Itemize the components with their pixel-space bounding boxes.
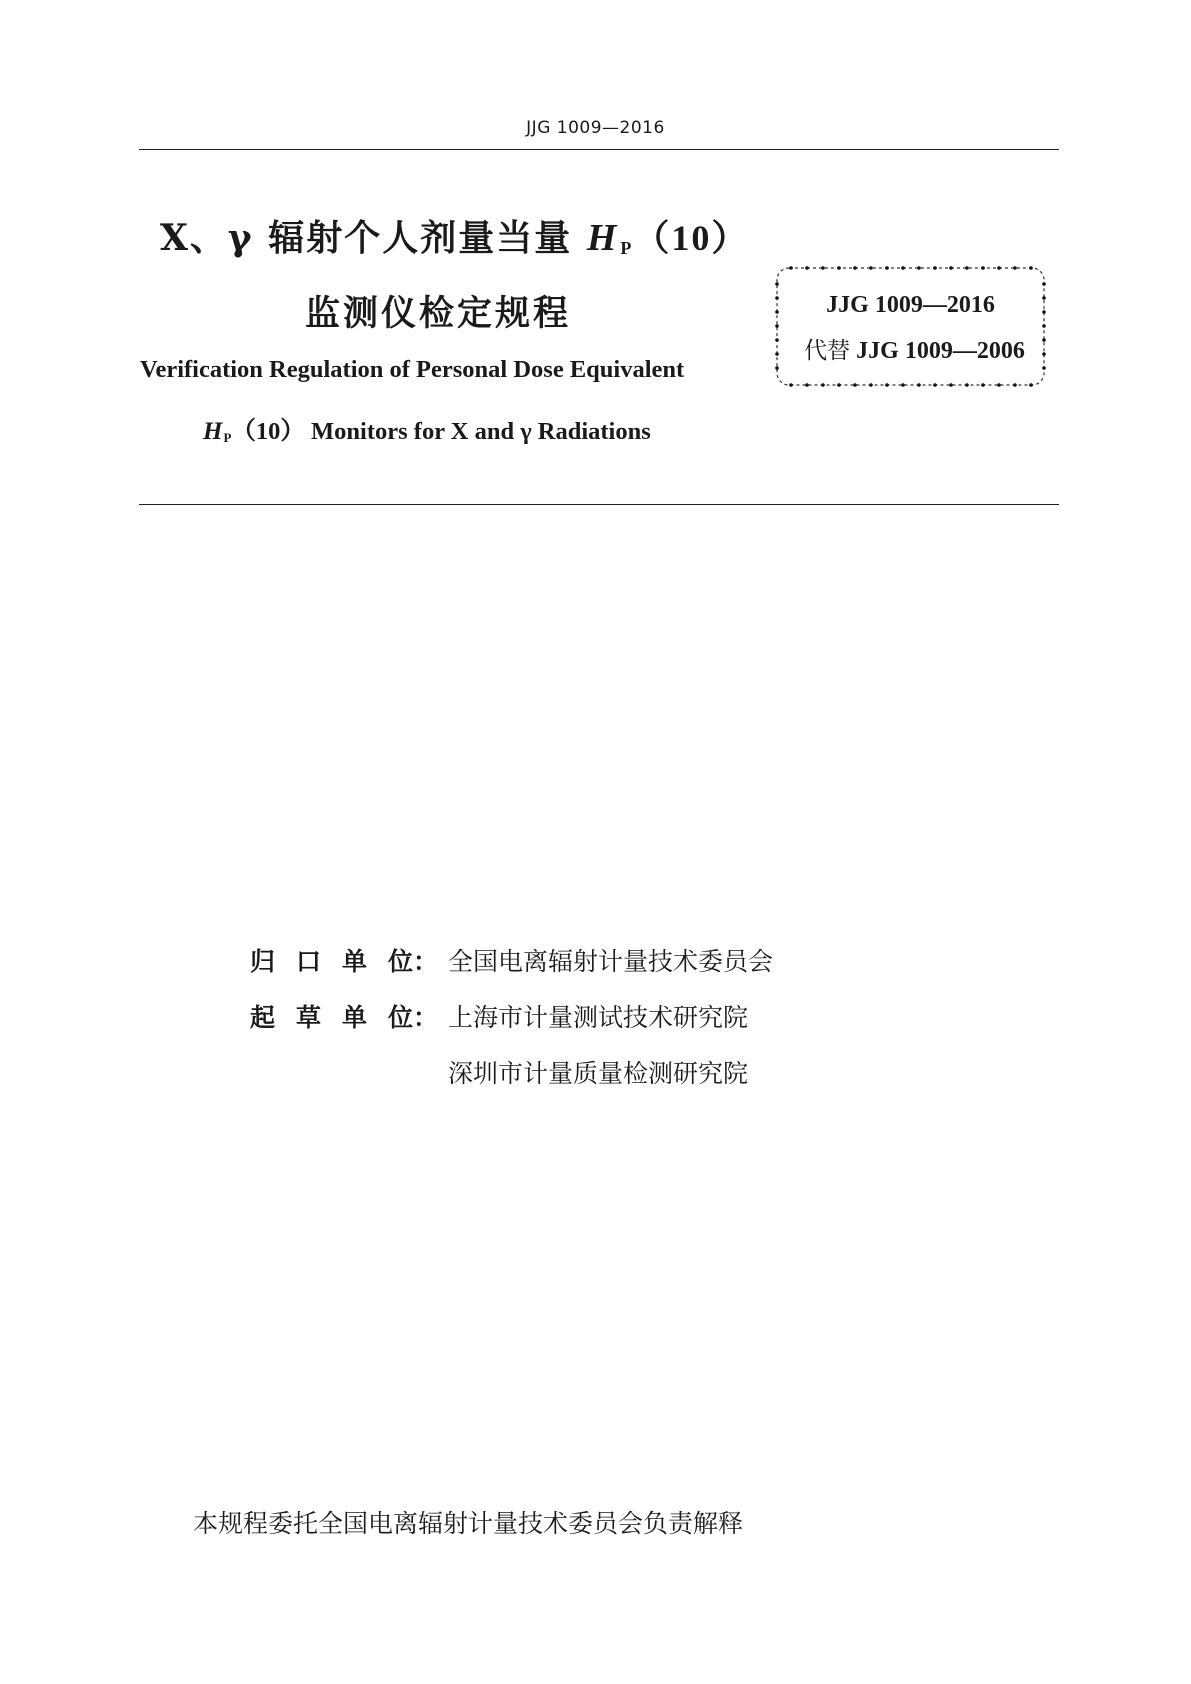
chinese-title-line-1: [160, 210, 749, 261]
border-dot: [1042, 324, 1046, 328]
border-dot: [1042, 366, 1046, 370]
responsible-unit-value: 全国电离辐射计量技术委员会: [448, 947, 774, 976]
border-dot: [775, 282, 779, 286]
english-title-subscript: P: [223, 430, 232, 445]
decorative-border-frame: [773, 264, 1048, 389]
border-dot: [1042, 282, 1046, 286]
label-char: 位：: [388, 1003, 439, 1032]
border-dot: [853, 383, 857, 387]
title-symbol: H: [586, 217, 619, 259]
title-subscript: P: [620, 238, 634, 258]
border-dot: [869, 266, 873, 270]
border-dot: [981, 266, 985, 270]
label-char: 口: [296, 947, 322, 976]
standard-code-box: [773, 264, 1048, 389]
border-dot: [805, 383, 809, 387]
english-title-symbol: H: [203, 418, 223, 445]
border-dot: [837, 383, 841, 387]
replaced-standard-code: JJG 1009—2006: [856, 338, 1025, 364]
top-divider: [139, 149, 1059, 150]
border-dot: [853, 266, 857, 270]
border-dot: [837, 266, 841, 270]
label-char: 起: [250, 1003, 276, 1032]
drafting-unit-row: [250, 998, 748, 1034]
border-dot: [1029, 266, 1033, 270]
responsible-unit-label: [250, 942, 448, 978]
border-dot: [821, 383, 825, 387]
border-dot: [1029, 383, 1033, 387]
border-dot: [885, 266, 889, 270]
border-dot: [789, 266, 793, 270]
border-dot: [933, 266, 937, 270]
border-dot: [775, 366, 779, 370]
label-char: 单: [342, 1003, 368, 1032]
border-dot: [821, 266, 825, 270]
drafting-unit-label: [250, 998, 448, 1034]
english-title-line-1: Verification Regulation of Personal Dose Equivalent: [140, 356, 685, 383]
title-main-text: 辐射个人剂量当量: [268, 218, 573, 259]
replace-label: 代替: [804, 338, 851, 364]
border-dot: [917, 266, 921, 270]
label-char: 归: [250, 947, 276, 976]
border-dot: [933, 383, 937, 387]
border-dot: [789, 383, 793, 387]
chinese-title-line-2: 监测仪检定规程: [305, 294, 572, 334]
border-dot: [949, 266, 953, 270]
border-dot: [901, 383, 905, 387]
border-dot: [917, 383, 921, 387]
border-dot: [775, 324, 779, 328]
current-standard-code: JJG 1009—2016: [826, 292, 995, 318]
border-dot: [997, 383, 1001, 387]
border-dot: [1013, 383, 1017, 387]
border-dot: [981, 383, 985, 387]
border-dot: [949, 383, 953, 387]
running-header-code: JJG 1009—2016: [526, 118, 665, 138]
bottom-divider: [139, 504, 1059, 505]
border-dot: [885, 383, 889, 387]
replaced-standard-line: [777, 332, 1052, 365]
responsible-unit-row: [250, 942, 773, 978]
drafting-unit-value-1: 上海市计量测试技术研究院: [448, 1003, 749, 1032]
title-prefix: X、γ: [160, 217, 254, 259]
label-char: 单: [342, 947, 368, 976]
border-dot: [901, 266, 905, 270]
interpretation-note: 本规程委托全国电离辐射计量技术委员会负责解释: [193, 1509, 744, 1538]
english-title-line-2: [203, 412, 651, 447]
drafting-unit-value-2: 深圳市计量质量检测研究院: [448, 1059, 749, 1088]
english-title-rest: （10） Monitors for X and γ Radiations: [231, 418, 651, 445]
border-dot: [965, 266, 969, 270]
border-dot: [1013, 266, 1017, 270]
label-char: 草: [296, 1003, 322, 1032]
title-paren-value: （10）: [633, 218, 750, 258]
border-dot: [965, 383, 969, 387]
border-dot: [997, 266, 1001, 270]
border-dot: [869, 383, 873, 387]
border-dot: [805, 266, 809, 270]
label-char: 位：: [388, 947, 439, 976]
